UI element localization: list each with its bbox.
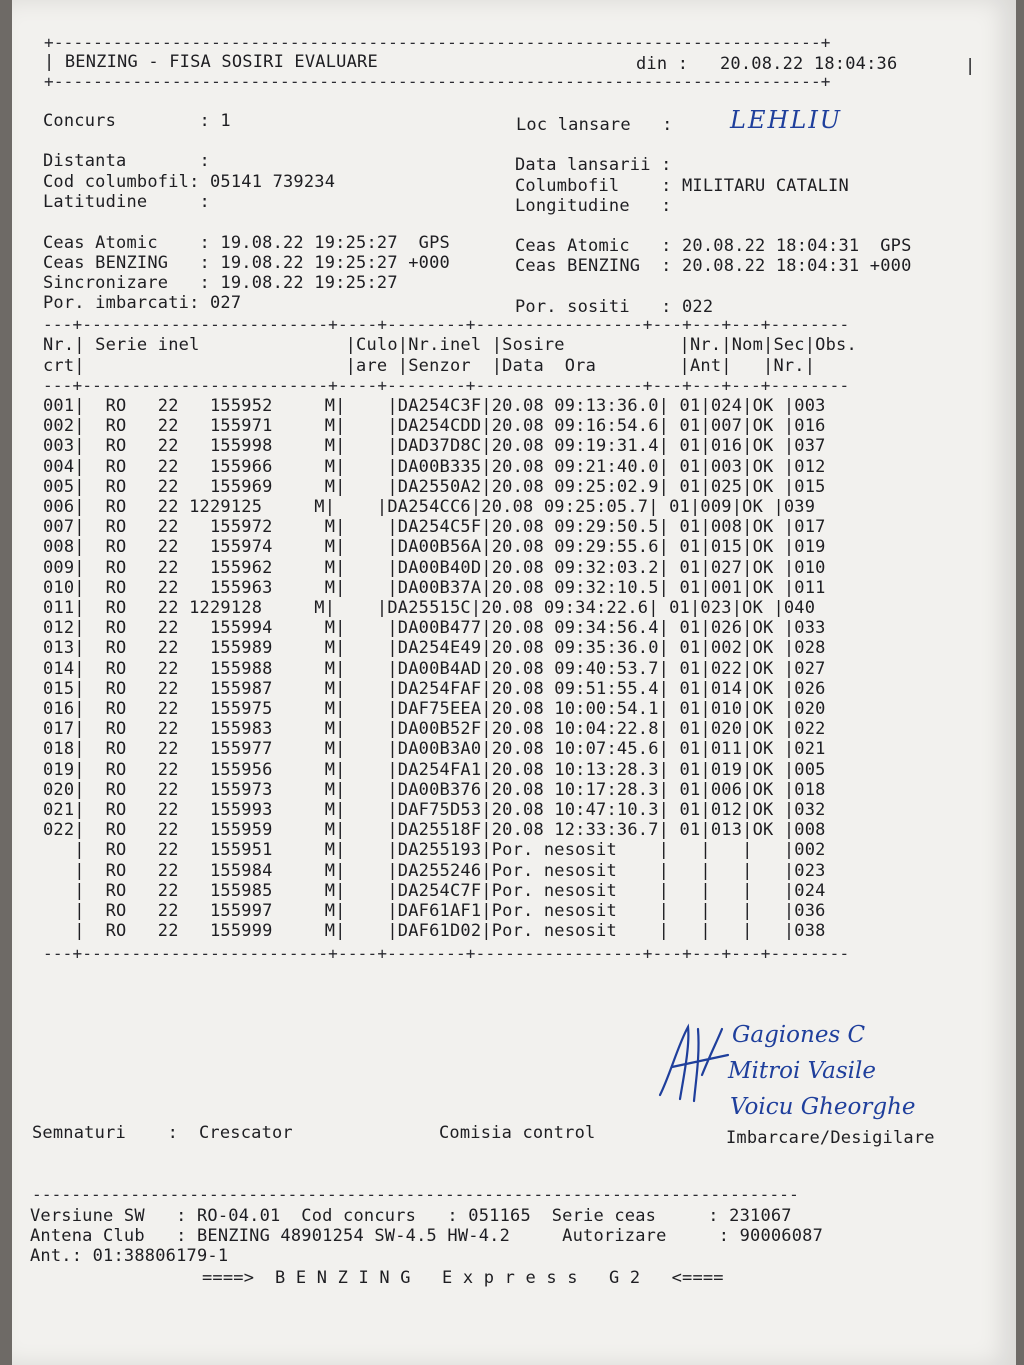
info-columbofil: Columbofil : MILITARU CATALIN xyxy=(515,176,849,196)
table-row: 016| RO 22 155975 M| |DAF75EEA|20.08 10:00:54.1| 01|010|OK |020 xyxy=(43,699,826,719)
info-sincronizare: Sincronizare : 19.08.22 19:25:27 xyxy=(43,273,398,293)
info-distanta: Distanta : xyxy=(43,151,210,171)
table-sep-mid: ---+-------------------------+----+--------+-----------------+---+---+---+-------- xyxy=(43,376,850,395)
table-row: | RO 22 155997 M| |DAF61AF1|Por. nesosit | | | |036 xyxy=(43,901,826,921)
table-row: 021| RO 22 155993 M| |DAF75D53|20.08 10:47:10.3| 01|012|OK |032 xyxy=(43,800,826,820)
footer-ant: Ant.: 01:38806179-1 xyxy=(30,1246,229,1266)
table-row: | RO 22 155985 M| |DA254C7F|Por. nesosit | | | |024 xyxy=(43,880,826,901)
table-row: 015| RO 22 155987 M| |DA254FAF|20.08 09:51:55.4| 01|014|OK |026 xyxy=(43,678,826,699)
table-row: 011| RO 22 1229128 M| |DA25515C|20.08 09:34:22.6| 01|023|OK |040 xyxy=(43,598,816,618)
table-sep-bottom: ---+-------------------------+----+--------+-----------------+---+---+---+-------- xyxy=(43,944,850,963)
header-din-label: din : xyxy=(636,54,689,74)
table-row: 010| RO 22 155963 M| |DA00B37A|20.08 09:32:10.5| 01|001|OK |011 xyxy=(43,577,826,598)
footer-antena: Antena Club : BENZING 48901254 SW-4.5 HW-4.2 Autorizare : 90006087 xyxy=(30,1226,824,1246)
header-title: | BENZING - FISA SOSIRI EVALUARE xyxy=(44,52,378,72)
info-data-lansarii: Data lansarii : xyxy=(515,155,672,175)
table-row: | RO 22 155999 M| |DAF61D02|Por. nesosit | | | |038 xyxy=(43,921,826,942)
info-por-sositi: Por. sositi : 022 xyxy=(515,297,714,317)
table-row: 012| RO 22 155994 M| |DA00B477|20.08 09:34:56.4| 01|026|OK |033 xyxy=(43,618,826,639)
table-row: 005| RO 22 155969 M| |DA2550A2|20.08 09:25:02.9| 01|025|OK |015 xyxy=(43,476,826,497)
table-row: 003| RO 22 155998 M| |DAD37D8C|20.08 09:19:31.4| 01|016|OK |037 xyxy=(43,436,826,457)
info-latitudine: Latitudine : xyxy=(43,192,210,212)
table-row: | RO 22 155984 M| |DA255246|Por. nesosit | | | |023 xyxy=(43,860,826,881)
signature-name-2: Mitroi Vasile xyxy=(728,1058,876,1084)
signature-name-3: Voicu Gheorghe xyxy=(730,1094,916,1120)
table-row: 019| RO 22 155956 M| |DA254FA1|20.08 10:13:28.3| 01|019|OK |005 xyxy=(43,759,826,780)
footer-versiune: Versiune SW : RO-04.01 Cod concurs : 051165 Serie ceas : 231067 xyxy=(30,1206,792,1226)
info-por-imbarcati: Por. imbarcati: 027 xyxy=(43,293,242,313)
info-longitudine: Longitudine : xyxy=(515,196,672,216)
table-header-row-2: crt| |are |Senzor |Data Ora |Ant| |Nr.| xyxy=(43,356,816,376)
table-row: 013| RO 22 155989 M| |DA254E49|20.08 09:35:36.0| 01|002|OK |028 xyxy=(43,638,826,659)
info-cod-columbofil: Cod columbofil: 05141 739234 xyxy=(43,172,336,192)
header-din-value: 20.08.22 18:04:36 xyxy=(720,54,898,74)
footer-express: ====> B E N Z I N G E x p r e s s G 2 <==== xyxy=(202,1268,724,1288)
table-row: 014| RO 22 155988 M| |DA00B4AD|20.08 09:40:53.7| 01|022|OK |027 xyxy=(43,658,826,679)
info-ceas-benzing-right: Ceas BENZING : 20.08.22 18:04:31 +000 xyxy=(515,256,912,276)
table-row: 004| RO 22 155966 M| |DA00B335|20.08 09:21:40.0| 01|003|OK |012 xyxy=(43,456,826,477)
table-row: 022| RO 22 155959 M| |DA25518F|20.08 12:33:36.7| 01|013|OK |008 xyxy=(43,820,826,841)
table-header-row-1: Nr.| Serie inel |Culo|Nr.inel |Sosire |Nr.|Nom|Sec|Obs. xyxy=(43,335,857,355)
header-border-top: +------------------------------------------------------------------------------+ xyxy=(44,33,831,52)
table-row: 007| RO 22 155972 M| |DA254C5F|20.08 09:29:50.5| 01|008|OK |017 xyxy=(43,517,826,538)
table-row: 008| RO 22 155974 M| |DA00B56A|20.08 09:29:55.6| 01|015|OK |019 xyxy=(43,537,826,558)
info-ceas-benzing-left: Ceas BENZING : 19.08.22 19:25:27 +000 xyxy=(43,253,450,273)
table-row: 001| RO 22 155952 M| |DA254C3F|20.08 09:13:36.0| 01|024|OK |003 xyxy=(43,396,826,416)
table-row: 018| RO 22 155977 M| |DA00B3A0|20.08 10:07:45.6| 01|011|OK |021 xyxy=(43,739,826,760)
table-row: 020| RO 22 155973 M| |DA00B376|20.08 10:17:28.3| 01|006|OK |018 xyxy=(43,779,826,800)
table-row: 002| RO 22 155971 M| |DA254CDD|20.08 09:16:54.6| 01|007|OK |016 xyxy=(43,416,826,437)
table-sep-top: ---+-------------------------+----+--------+-----------------+---+---+---+-------- xyxy=(43,315,850,334)
info-ceas-atomic-right: Ceas Atomic : 20.08.22 18:04:31 GPS xyxy=(515,236,912,256)
info-concurs: Concurs : 1 xyxy=(43,111,231,131)
table-row: 017| RO 22 155983 M| |DA00B52F|20.08 10:04:22.8| 01|020|OK |022 xyxy=(43,719,826,740)
header-end-bar: | xyxy=(965,56,976,76)
signature-scribble-icon xyxy=(650,1015,740,1105)
signatures-line: Semnaturi : Crescator Comisia control xyxy=(32,1123,596,1143)
table-row: 009| RO 22 155962 M| |DA00B40D|20.08 09:32:03.2| 01|027|OK |010 xyxy=(43,557,826,578)
info-loc-label: Loc lansare : xyxy=(516,115,673,135)
table-row: | RO 22 155951 M| |DA255193|Por. nesosit | | | |002 xyxy=(43,840,826,861)
header-border-bottom: +------------------------------------------------------------------------------+ xyxy=(44,72,831,91)
table-row: 006| RO 22 1229125 M| |DA254CC6|20.08 09:25:05.7| 01|009|OK |039 xyxy=(43,497,816,517)
footer-sep: ------------------------------------------------------------------------------ xyxy=(32,1185,799,1204)
signature-name-1: Gagiones C xyxy=(732,1022,866,1048)
info-loc-value-handwritten: LEHLIU xyxy=(730,106,843,134)
info-ceas-atomic-left: Ceas Atomic : 19.08.22 19:25:27 GPS xyxy=(43,233,450,253)
signatures-imbarcare: Imbarcare/Desigilare xyxy=(726,1128,935,1148)
